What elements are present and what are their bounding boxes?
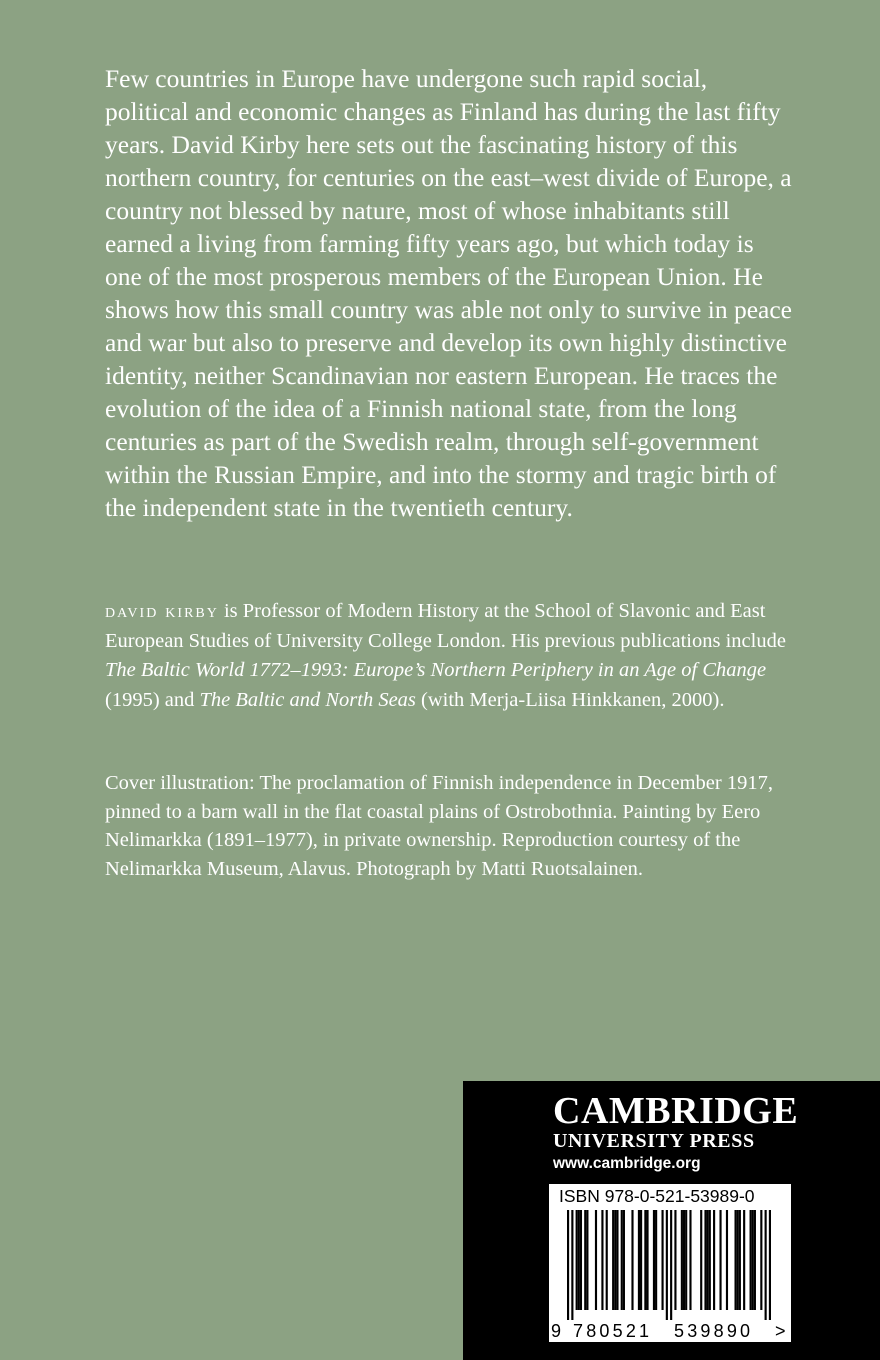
barcode-bar <box>576 1210 578 1310</box>
barcode-bar <box>743 1210 745 1310</box>
barcode-bar <box>704 1210 706 1310</box>
barcode-bar <box>606 1210 608 1310</box>
barcode-bar <box>670 1210 672 1320</box>
barcode-bar <box>713 1210 715 1310</box>
barcode-graphic <box>567 1210 771 1320</box>
publisher-name: CAMBRIDGE <box>553 1090 799 1132</box>
barcode-bar <box>681 1210 683 1310</box>
barcode-bar <box>621 1210 623 1310</box>
barcode-bar <box>719 1210 721 1310</box>
publisher-subtitle: UNIVERSITY PRESS <box>553 1130 755 1152</box>
barcode-bar <box>734 1210 736 1310</box>
barcode-bar <box>666 1210 668 1320</box>
barcode-bar <box>631 1210 633 1310</box>
barcode-bar <box>655 1210 657 1310</box>
barcode-bar <box>567 1210 569 1320</box>
barcode-bar <box>737 1210 739 1310</box>
bio-book-title-2: The Baltic and North Seas <box>199 688 416 711</box>
barcode-bar <box>580 1210 582 1310</box>
barcode-bar <box>578 1210 580 1310</box>
barcode-bar <box>571 1210 573 1320</box>
barcode-bar <box>754 1210 756 1310</box>
barcode-bar <box>709 1210 711 1310</box>
barcode-bar <box>707 1210 709 1310</box>
barcode-bar <box>689 1210 691 1310</box>
barcode-bar <box>683 1210 685 1310</box>
barcode-bar <box>726 1210 728 1310</box>
barcode-left-group: 780521 <box>573 1321 653 1341</box>
barcode-bar <box>644 1210 646 1310</box>
barcode-bar <box>739 1210 741 1310</box>
barcode-bar <box>646 1210 648 1310</box>
barcode-bar <box>674 1210 676 1310</box>
barcode-bar <box>765 1210 767 1320</box>
bio-text-3: (with Merja-Liisa Hinkkanen, 2000). <box>415 688 725 711</box>
barcode-bar <box>638 1210 640 1310</box>
barcode-bar <box>640 1210 642 1310</box>
barcode-bar <box>623 1210 625 1310</box>
barcode-bar <box>653 1210 655 1310</box>
barcode-quiet-zone-mark: > <box>775 1321 786 1341</box>
bio-text-2: (1995) and <box>105 688 200 711</box>
isbn-label: ISBN 978-0-521-53989-0 <box>559 1186 755 1206</box>
barcode-bar <box>769 1210 771 1320</box>
publisher-url: www.cambridge.org <box>553 1155 701 1172</box>
author-name: david kirby <box>105 600 219 622</box>
bio-book-title-1: The Baltic World 1772–1993: Europe’s Northern Periphery in an Age of Change <box>105 659 767 681</box>
barcode-bar <box>584 1210 586 1310</box>
author-bio <box>105 597 795 715</box>
barcode-first-digit: 9 <box>551 1321 562 1341</box>
barcode-bar <box>612 1210 614 1310</box>
barcode-digits <box>549 1321 791 1343</box>
barcode-bar <box>616 1210 618 1310</box>
bio-text-1: is Professor of Modern History at the School of Slavonic and East European Studies of University College London. His previous publications include <box>105 600 786 652</box>
barcode-bar <box>750 1210 752 1310</box>
cover-blurb: Few countries in Europe have undergone such rapid social, political and economic changes as Finland has during the last fifty years. David Kirby here sets out the fascinating history of this northern country, for centuries on the east–west divide of Europe, a country not blessed by nature, most of whose inhabitants still earned a living from farming fifty years ago, but which today is one of the most prosperous members of the European Union. He shows how this small country was able not only to survive in peace and war but also to preserve and develop its own highly distinctive identity, neither Scandinavian nor eastern European. He traces the evolution of the idea of a Finnish national state, from the long centuries as part of the Swedish realm, through self-government within the Russian Empire, and into the stormy and tragic birth of the independent state in the twentieth century. <box>105 64 792 522</box>
barcode-right-group: 539890 <box>674 1321 754 1341</box>
barcode-bar <box>586 1210 588 1310</box>
barcode-bar <box>614 1210 616 1310</box>
barcode-bar <box>601 1210 603 1310</box>
barcode-bar <box>661 1210 663 1310</box>
barcode-bar <box>700 1210 702 1310</box>
barcode-bar <box>685 1210 687 1310</box>
barcode-bar <box>752 1210 754 1310</box>
barcode-panel <box>549 1184 791 1342</box>
barcode-bar <box>760 1210 762 1310</box>
cover-illustration-credit: Cover illustration: The proclamation of Finnish independence in December 1917, pinned to a barn wall in the flat coastal plains of Ostrobothnia. Painting by Eero Nelimarkka (1891–1977), in private ownership. Reproduction courtesy of the Nelimarkka Museum, Alavus. Photograph by Matti Ruotsalainen. <box>105 772 773 880</box>
barcode-bar <box>595 1210 597 1310</box>
